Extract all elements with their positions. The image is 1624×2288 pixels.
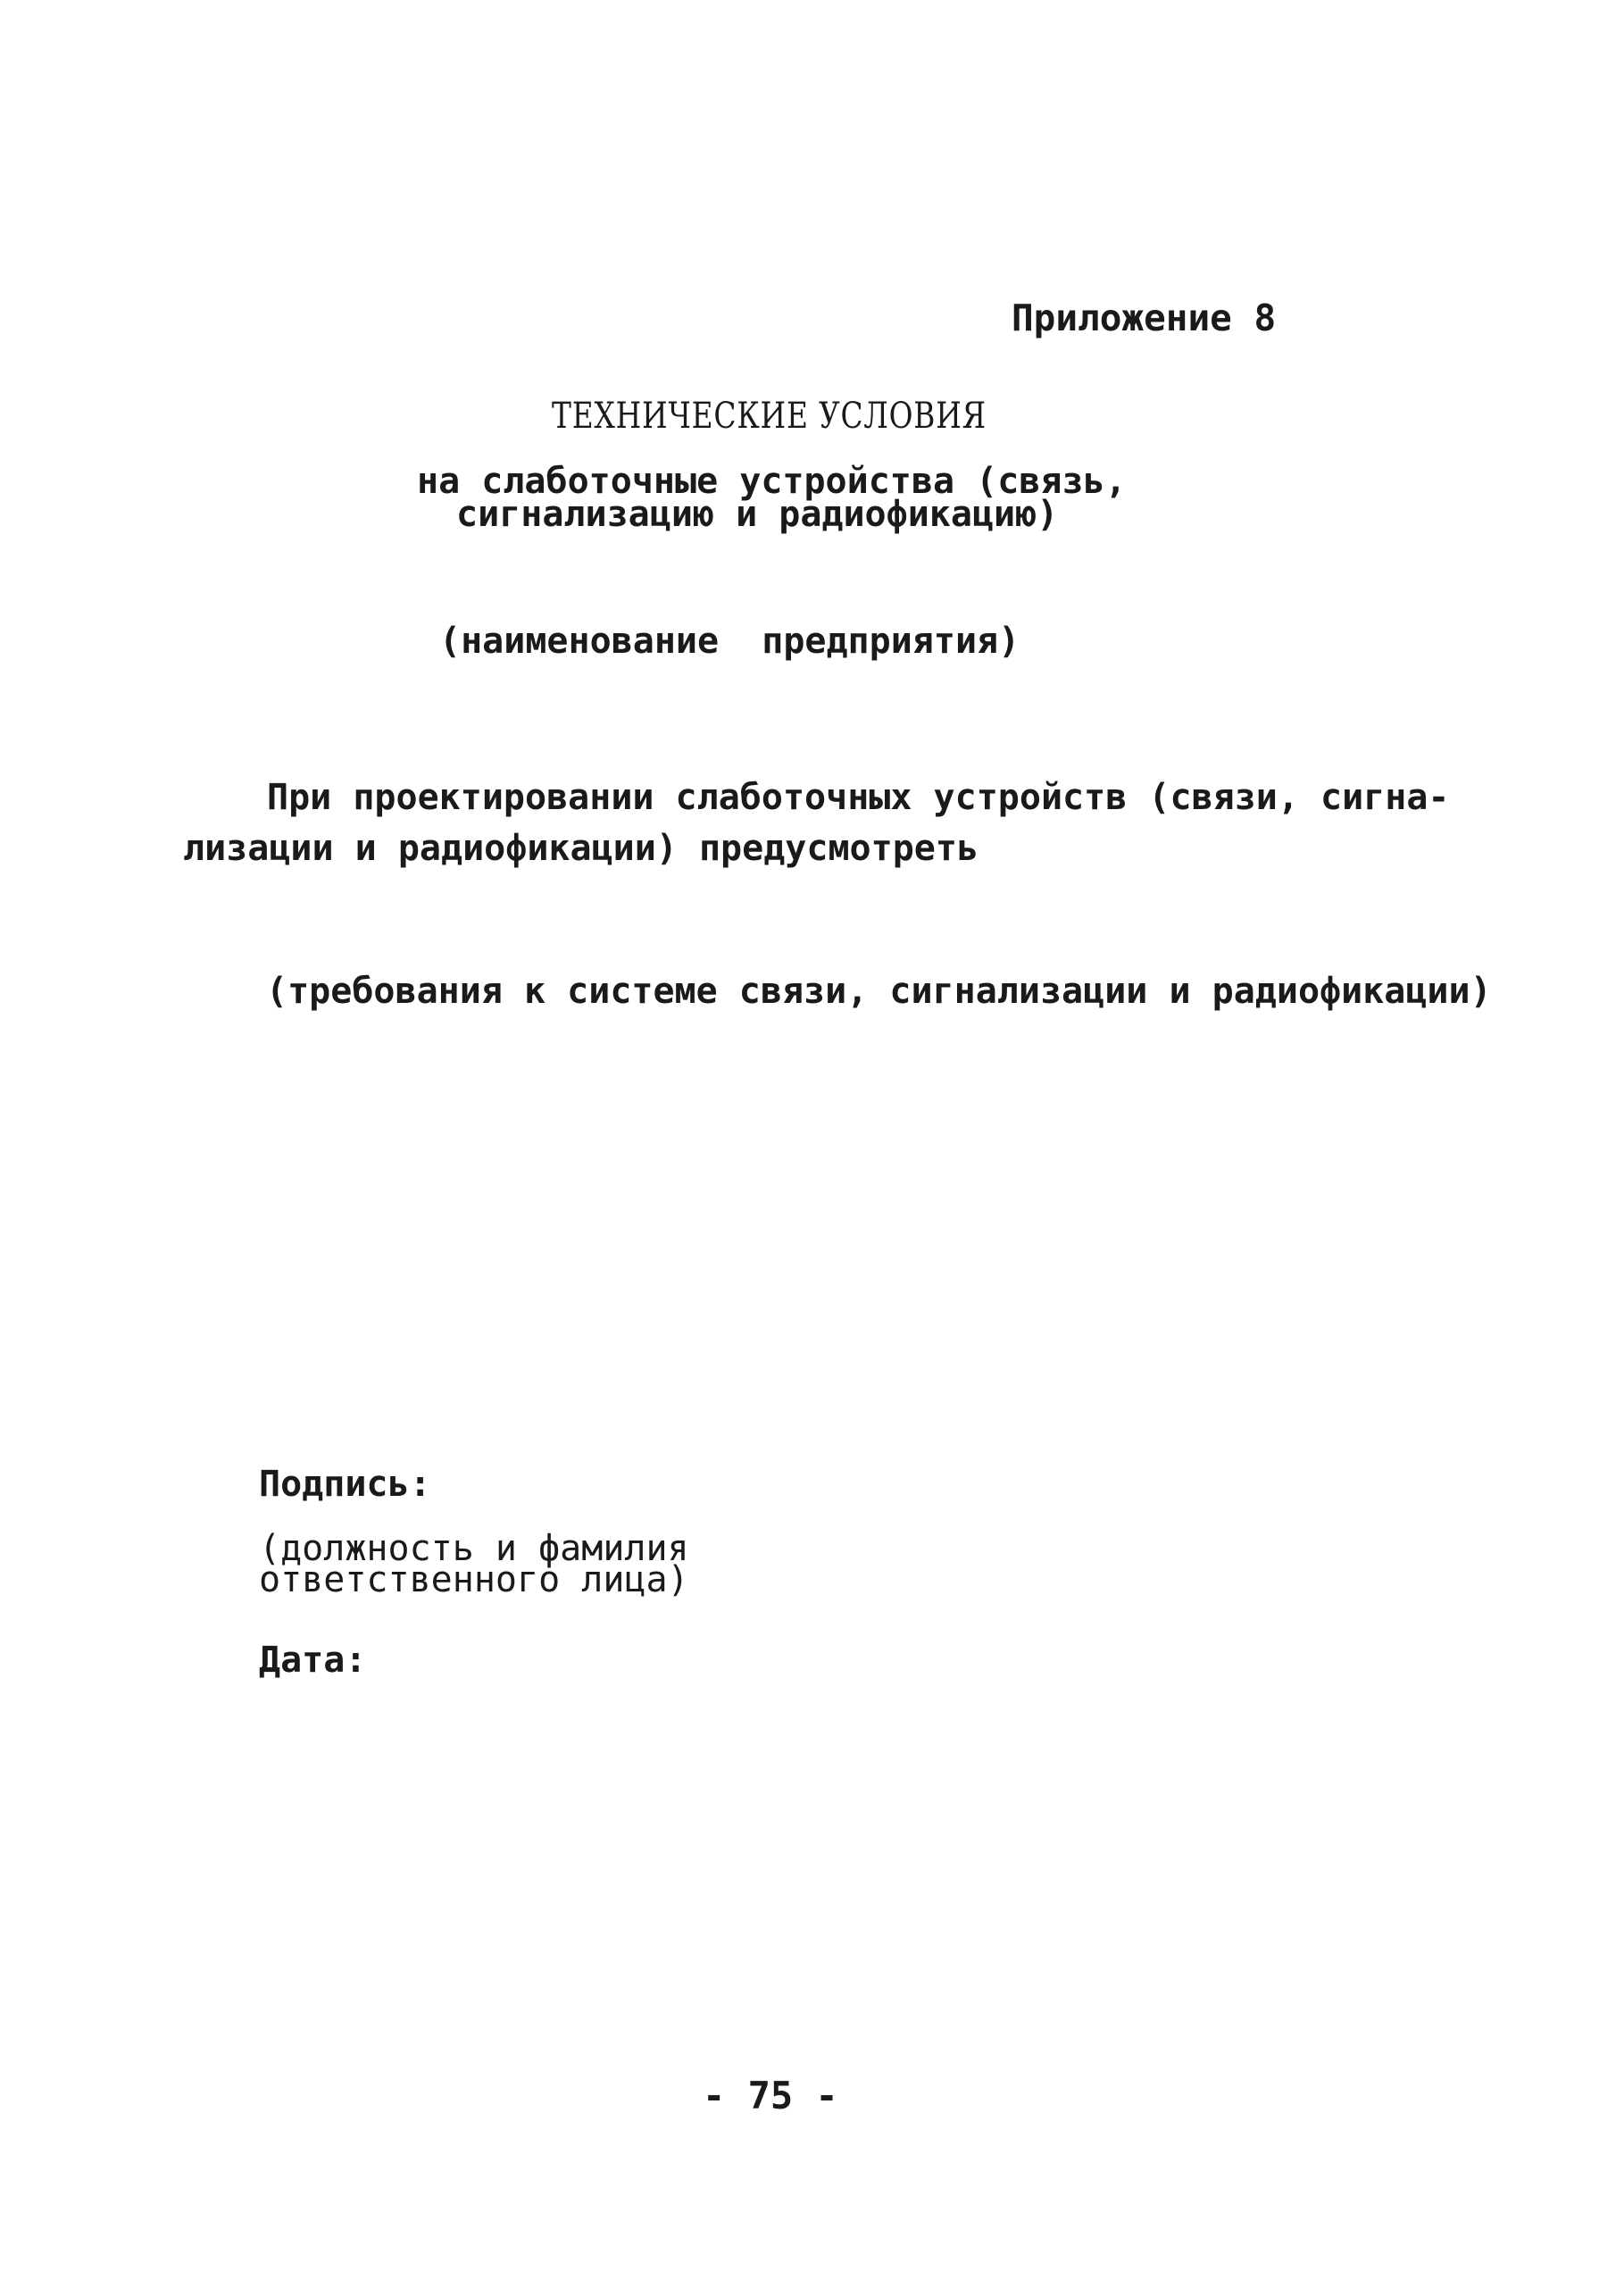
requirements-placeholder: (требования к системе связи, сигнализации и радиофикации) — [266, 971, 1492, 1012]
date-label: Дата: — [259, 1640, 367, 1681]
document-title: ТЕХНИЧЕСКИЕ УСЛОВИЯ — [552, 396, 987, 437]
appendix-label: Приложение 8 — [1012, 296, 1277, 339]
body-text-line-2: лизации и радиофикации) предусмотреть — [183, 828, 979, 869]
position-caption-line-2: ответственного лица) — [259, 1559, 689, 1600]
signature-label: Подпись: — [259, 1464, 431, 1505]
page-number: - 75 - — [703, 2074, 838, 2117]
position-caption-line-1: (должность и фамилия — [259, 1528, 689, 1569]
body-text-line-1: При проектировании слаботочных устройств (связи, сигна- — [267, 777, 1450, 818]
enterprise-name-placeholder: (наименование предприятия) — [439, 621, 1020, 662]
subtitle-line-2: сигнализацию и радиофикацию) — [456, 494, 1059, 535]
subtitle-line-1: на слаботочные устройства (связь, — [417, 461, 1127, 502]
